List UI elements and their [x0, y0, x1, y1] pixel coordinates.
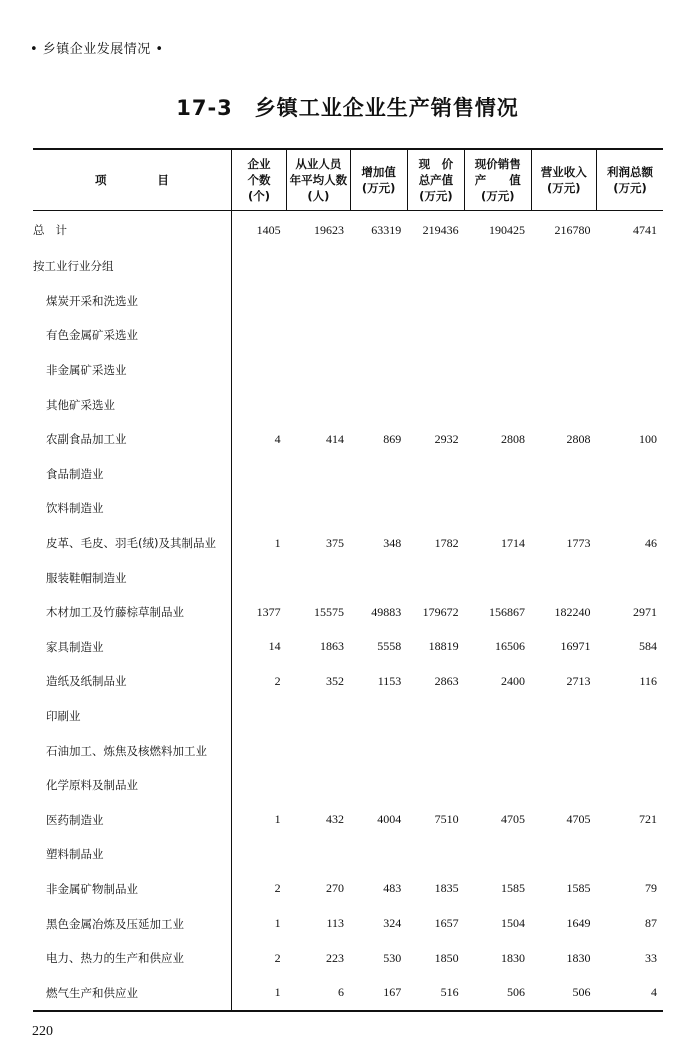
table-cell [287, 353, 350, 388]
table-cell [350, 768, 407, 803]
table-cell [465, 457, 531, 492]
table-cell [231, 249, 286, 284]
table-cell: 49883 [371, 604, 402, 619]
table-cell: 167 [350, 975, 407, 1011]
column-header-line: 现 价 [418, 157, 454, 171]
column-header-gross-output [407, 149, 464, 211]
table-cell: 584 [639, 639, 657, 654]
table-cell: 113 [326, 916, 345, 931]
industry-label: 家具制造业 [33, 630, 231, 665]
table-cell [287, 699, 350, 734]
table-row [33, 249, 663, 284]
industry-label: 石油加工、炼焦及核燃料加工业 [33, 733, 231, 768]
industry-label: 造纸及纸制品业 [33, 664, 231, 699]
table-cell: 1 [274, 916, 281, 931]
table-cell: 6 [287, 975, 350, 1011]
table-row [33, 664, 663, 699]
table-cell: 46 [645, 535, 657, 550]
table-row [33, 491, 663, 526]
table-cell [407, 699, 464, 734]
column-header-line: 年平均人数 [289, 173, 348, 187]
total-cell: 1405 [256, 222, 281, 237]
column-header-line: 总产值 [418, 173, 454, 187]
table-row [33, 699, 663, 734]
table-cell [531, 491, 596, 526]
table-cell: 16506 [495, 639, 526, 654]
table-cell: 1850 [434, 950, 459, 965]
table-row [33, 284, 663, 319]
table-cell: 100 [639, 431, 657, 446]
table-cell [287, 457, 350, 492]
table-cell [350, 491, 407, 526]
table-cell: 1504 [501, 916, 526, 931]
table-row [33, 975, 663, 1011]
table-cell [231, 733, 286, 768]
table-cell [287, 768, 350, 803]
table-cell [350, 353, 407, 388]
table-cell [231, 387, 286, 422]
table-cell [231, 353, 286, 388]
table-cell: 869 [383, 431, 402, 446]
table-cell [465, 560, 531, 595]
table-cell [596, 733, 663, 768]
table-cell: 1649 [566, 916, 591, 931]
table-cell: 156867 [489, 604, 526, 619]
table-row [33, 422, 663, 457]
table-row [33, 837, 663, 872]
table-row [33, 560, 663, 595]
column-header-line: (万元) [547, 181, 581, 195]
table-cell: 182240 [554, 604, 591, 619]
table-cell [596, 699, 663, 734]
industry-label: 饮料制造业 [33, 491, 231, 526]
table-cell: 1377 [256, 604, 281, 619]
table-cell: 7510 [434, 812, 459, 827]
table-cell [287, 318, 350, 353]
table-cell: 16971 [560, 639, 591, 654]
total-cell: 63319 [371, 222, 402, 237]
table-cell [407, 491, 464, 526]
column-header-line: 个数 [247, 173, 271, 187]
column-header-line: 产 值 [474, 173, 521, 187]
table-cell: 15575 [314, 604, 345, 619]
table-cell [407, 457, 464, 492]
industry-label: 医药制造业 [33, 803, 231, 838]
total-cell: 219436 [422, 222, 459, 237]
industry-label: 煤炭开采和洗选业 [33, 284, 231, 319]
table-cell [287, 837, 350, 872]
header-row [33, 149, 663, 211]
table-cell [465, 353, 531, 388]
total-cell: 19623 [314, 222, 345, 237]
table-cell [596, 457, 663, 492]
table-cell: 1830 [501, 950, 526, 965]
column-header-sales-output [465, 149, 531, 211]
table-cell [407, 387, 464, 422]
table-cell [231, 284, 286, 319]
table-cell [231, 837, 286, 872]
table-cell: 223 [326, 950, 345, 965]
table-cell: 2 [274, 881, 281, 896]
table-cell: 270 [326, 881, 345, 896]
table-cell [531, 387, 596, 422]
table-title [0, 92, 695, 122]
table-cell: 1773 [566, 535, 591, 550]
table-row [33, 733, 663, 768]
column-header-line: 现价销售 [474, 157, 521, 171]
column-header-line: (人) [307, 189, 330, 203]
column-header-line: (万元) [361, 181, 396, 195]
table-cell [531, 318, 596, 353]
table-cell [596, 249, 663, 284]
table-row [33, 768, 663, 803]
table-cell [596, 284, 663, 319]
table-cell [407, 318, 464, 353]
table-cell: 5558 [377, 639, 402, 654]
table-row [33, 387, 663, 422]
table-cell: 506 [465, 975, 531, 1011]
table-cell [465, 699, 531, 734]
table-cell [287, 249, 350, 284]
table-cell [596, 491, 663, 526]
table-cell: 506 [531, 975, 596, 1011]
industry-label: 化学原料及制品业 [33, 768, 231, 803]
table-cell [350, 837, 407, 872]
table-cell [231, 457, 286, 492]
table-row [33, 353, 663, 388]
table-cell [465, 284, 531, 319]
table-cell: 2863 [434, 673, 459, 688]
table-cell: 530 [383, 950, 402, 965]
table-cell [287, 387, 350, 422]
industry-label: 其他矿采选业 [33, 387, 231, 422]
industry-label: 服装鞋帽制造业 [33, 560, 231, 595]
table-cell [350, 733, 407, 768]
table-cell [407, 733, 464, 768]
total-cell: 216780 [554, 222, 591, 237]
table-cell: 79 [645, 881, 657, 896]
total-row [33, 211, 663, 250]
table-cell [465, 387, 531, 422]
table-cell [350, 699, 407, 734]
table-cell: 1 [274, 535, 281, 550]
table-cell: 516 [407, 975, 464, 1011]
column-header-item [33, 149, 231, 211]
page-number: 220 [32, 1024, 53, 1039]
column-header-line: 营业收入 [540, 165, 587, 179]
total-cell: 190425 [489, 222, 526, 237]
column-header-line: 从业人员 [295, 157, 342, 171]
group-label: 按工业行业分组 [33, 249, 231, 284]
table-cell: 4 [274, 431, 281, 446]
table-number: 17-3 [176, 96, 233, 120]
table-cell: 2808 [501, 431, 526, 446]
table-cell [531, 284, 596, 319]
table-cell: 1585 [566, 881, 591, 896]
table-cell: 432 [326, 812, 345, 827]
table-cell: 352 [326, 673, 345, 688]
table-cell: 2808 [566, 431, 591, 446]
industry-label: 农副食品加工业 [33, 422, 231, 457]
table-cell: 2971 [633, 604, 657, 619]
table-cell: 1153 [377, 673, 402, 688]
column-header-line: (个) [248, 189, 271, 203]
table-cell: 14 [268, 639, 281, 654]
table-cell [350, 387, 407, 422]
industry-label: 非金属矿物制品业 [33, 872, 231, 907]
column-header-item-char1: 项 [95, 173, 107, 187]
table-cell: 483 [383, 881, 402, 896]
table-cell [287, 491, 350, 526]
table-cell [350, 249, 407, 284]
table-cell [350, 560, 407, 595]
industry-label: 皮革、毛皮、羽毛(绒)及其制品业 [33, 526, 231, 561]
table-cell [465, 733, 531, 768]
table-cell [596, 837, 663, 872]
table-cell [287, 560, 350, 595]
table-cell [531, 560, 596, 595]
table-cell [465, 491, 531, 526]
table-cell: 116 [639, 673, 657, 688]
table-cell: 721 [639, 812, 657, 827]
column-header-line: (万元) [613, 181, 647, 195]
table-cell: 1585 [501, 881, 526, 896]
industry-label: 有色金属矿采选业 [33, 318, 231, 353]
column-header-operating-revenue [531, 149, 596, 211]
table-cell [531, 457, 596, 492]
industry-label: 塑料制品业 [33, 837, 231, 872]
table-cell: 1835 [434, 881, 459, 896]
table-cell: 4004 [377, 812, 402, 827]
table-cell [596, 560, 663, 595]
table-row [33, 941, 663, 976]
table-cell [465, 318, 531, 353]
industry-label: 食品制造业 [33, 457, 231, 492]
table-cell: 87 [645, 916, 657, 931]
column-header-line: 增加值 [361, 165, 396, 179]
table-cell: 414 [326, 431, 345, 446]
industry-label: 木材加工及竹藤棕草制品业 [33, 595, 231, 630]
table-cell [596, 387, 663, 422]
table-cell: 18819 [428, 639, 459, 654]
table-cell: 4705 [566, 812, 591, 827]
table-cell [407, 249, 464, 284]
table-cell [596, 353, 663, 388]
table-cell [231, 768, 286, 803]
column-header-enterprise-count [231, 149, 286, 211]
table-cell: 375 [326, 535, 345, 550]
table-header [33, 149, 663, 211]
table-cell [231, 491, 286, 526]
column-header-item-char2: 目 [157, 173, 169, 187]
statistics-table [33, 148, 663, 1012]
column-header-line: (万元) [419, 189, 453, 203]
table-cell [531, 837, 596, 872]
table-title-text: 乡镇工业企业生产销售情况 [254, 96, 519, 120]
table-row [33, 318, 663, 353]
table-cell [465, 768, 531, 803]
table-cell [287, 284, 350, 319]
industry-label: 印刷业 [33, 699, 231, 734]
table-cell [231, 560, 286, 595]
table-cell [407, 284, 464, 319]
table-cell [407, 353, 464, 388]
table-cell: 348 [383, 535, 402, 550]
column-header-line: 企业 [247, 157, 271, 171]
table-cell [531, 699, 596, 734]
table-cell [465, 249, 531, 284]
table-cell [350, 457, 407, 492]
table-cell [531, 249, 596, 284]
industry-label: 非金属矿采选业 [33, 353, 231, 388]
table-row [33, 803, 663, 838]
table-cell: 1830 [566, 950, 591, 965]
total-cell: 4741 [633, 222, 657, 237]
table-cell [231, 318, 286, 353]
table-row [33, 630, 663, 665]
table-cell [407, 837, 464, 872]
table-row [33, 872, 663, 907]
industry-label: 黑色金属冶炼及压延加工业 [33, 906, 231, 941]
table-cell [596, 768, 663, 803]
table-cell: 1782 [434, 535, 459, 550]
column-header-employees [287, 149, 350, 211]
total-label-char2: 计 [55, 223, 67, 237]
table-cell: 1 [231, 975, 286, 1011]
table-cell [465, 837, 531, 872]
table-cell: 324 [383, 916, 402, 931]
table-cell [350, 318, 407, 353]
table-cell: 179672 [422, 604, 459, 619]
table-cell: 2932 [434, 431, 459, 446]
table-row [33, 526, 663, 561]
table-cell: 2 [274, 673, 281, 688]
table-cell: 1657 [434, 916, 459, 931]
table-row [33, 457, 663, 492]
table-cell: 1 [274, 812, 281, 827]
column-header-total-profit [596, 149, 663, 211]
table-cell: 2713 [566, 673, 591, 688]
table-cell: 1714 [501, 535, 526, 550]
table-cell: 4705 [501, 812, 526, 827]
table-cell [531, 768, 596, 803]
table-row [33, 595, 663, 630]
running-head: • 乡镇企业发展情况 • [30, 42, 164, 57]
table-cell: 1863 [320, 639, 345, 654]
column-header-line: 利润总额 [606, 165, 653, 179]
total-label-char1: 总 [33, 223, 45, 237]
table-cell [407, 768, 464, 803]
table-body [33, 211, 663, 1012]
column-header-line: (万元) [481, 189, 515, 203]
table-cell [531, 353, 596, 388]
industry-label: 电力、热力的生产和供应业 [33, 941, 231, 976]
table-row [33, 906, 663, 941]
table-cell: 4 [596, 975, 663, 1011]
industry-label: 燃气生产和供应业 [33, 975, 231, 1011]
table-cell: 2400 [501, 673, 526, 688]
total-label [33, 211, 231, 250]
table-cell [596, 318, 663, 353]
table-cell: 33 [645, 950, 657, 965]
table-cell [350, 284, 407, 319]
column-header-value-added [350, 149, 407, 211]
table-cell [531, 733, 596, 768]
table-cell [287, 733, 350, 768]
table-cell [407, 560, 464, 595]
table-cell [231, 699, 286, 734]
table-cell: 2 [274, 950, 281, 965]
